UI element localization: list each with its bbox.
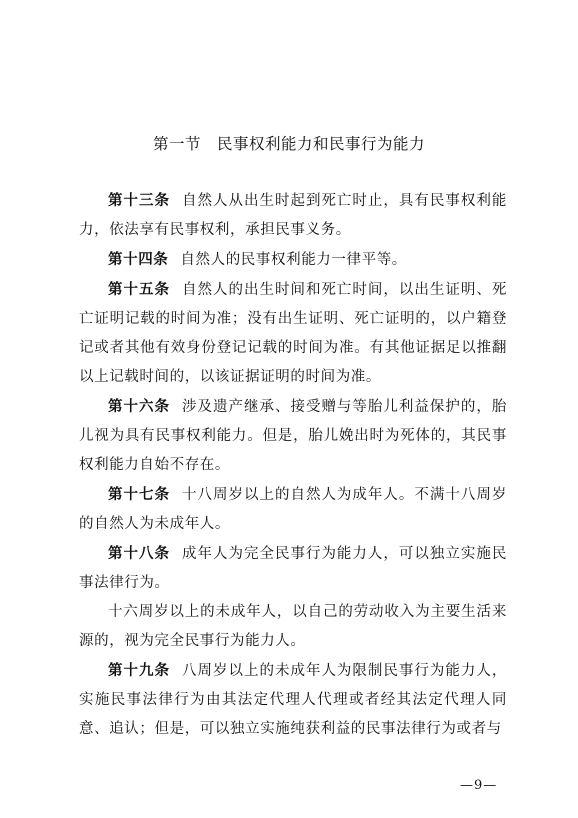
article-text: 自然人的出生时间和死亡时间，以出生证明、死亡证明记载的时间为准；没有出生证明、死亡证明的，以户籍登记或者其他有效身份登记记载的时间为准。有其他证据足以推翻以上记载时间的，以该证据证明的时间为准。	[79, 282, 507, 385]
paragraph-article-15	[79, 275, 507, 392]
article-text: 十六周岁以上的未成年人，以自己的劳动收入为主要生活来源的，视为完全民事行为能力人。	[79, 604, 507, 649]
article-number: 第十八条	[108, 545, 170, 562]
paragraph-article-16	[79, 392, 507, 480]
article-text: 涉及遗产继承、接受赠与等胎儿利益保护的，胎儿视为具有民事权利能力。但是，胎儿娩出时为死体的，其民事权利能力自始不存在。	[79, 399, 507, 473]
page-number: —9—	[460, 778, 498, 793]
article-text: 自然人从出生时起到死亡时止，具有民事权利能力，依法享有民事权利，承担民事义务。	[79, 193, 507, 238]
article-text: 自然人的民事权利能力一律平等。	[180, 252, 407, 268]
paragraph-article-19	[79, 656, 507, 744]
article-text: 成年人为完全民事行为能力人，可以独立实施民事法律行为。	[79, 546, 507, 591]
article-text: 十八周岁以上的自然人为成年人。不满十八周岁的自然人为未成年人。	[79, 487, 507, 532]
article-number: 第十五条	[108, 281, 170, 298]
paragraph-article-13	[79, 186, 507, 245]
article-number: 第十九条	[108, 662, 170, 679]
paragraph-article-18-clause-2	[79, 598, 507, 656]
paragraph-article-18	[79, 539, 507, 598]
article-text: 八周岁以上的未成年人为限制民事行为能力人，实施民事法律行为由其法定代理人代理或者经其法定代理人同意、追认；但是，可以独立实施纯获利益的民事法律行为或者与	[79, 663, 507, 737]
article-number: 第十六条	[108, 398, 170, 415]
section-title: 第一节 民事权利能力和民事行为能力	[152, 135, 425, 153]
paragraph-article-14	[79, 245, 507, 275]
article-number: 第十三条	[108, 192, 170, 209]
article-number: 第十四条	[108, 251, 169, 268]
body-text	[79, 186, 507, 744]
paragraph-article-17	[79, 480, 507, 539]
article-number: 第十七条	[108, 486, 170, 503]
